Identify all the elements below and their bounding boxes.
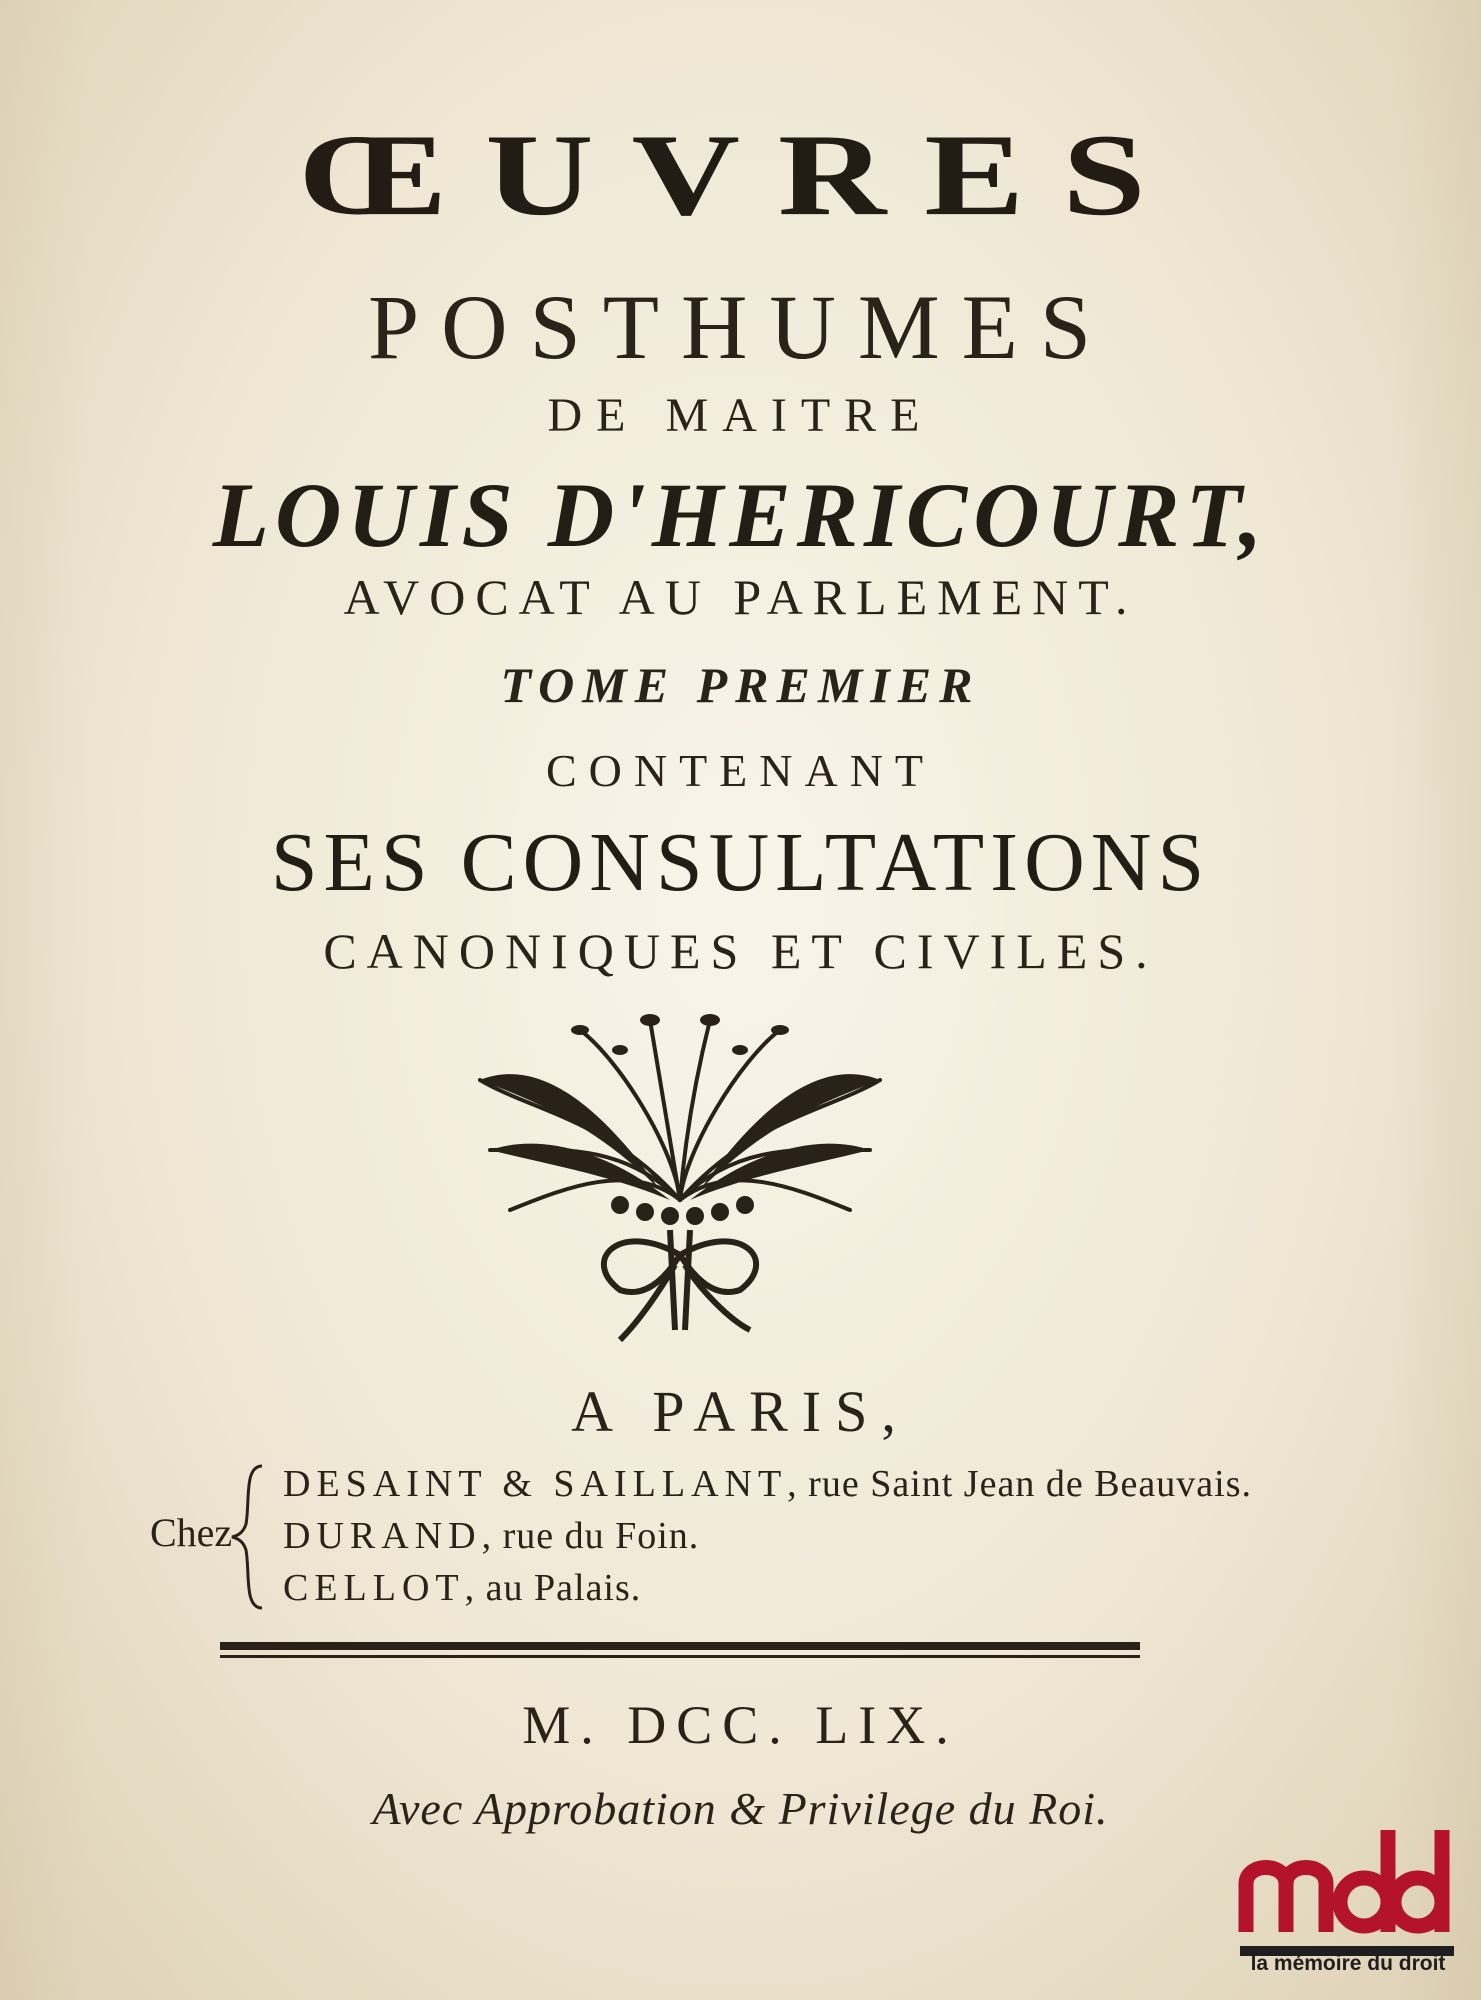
royal-privilege: Avec Approbation & Privilege du Roi. (372, 1783, 1109, 1834)
publisher-line (283, 1566, 641, 1610)
book-title: ŒUVRES (297, 110, 1184, 240)
contents-subtitle: CANONIQUES ET CIVILES. (323, 923, 1158, 979)
publisher-name: DESAINT & SAILLANT (283, 1463, 788, 1505)
publication-year: M. DCC. LIX. (522, 1695, 959, 1755)
volume-label: TOME PREMIER (500, 657, 981, 713)
publication-place: A PARIS, (571, 1379, 910, 1444)
contents-intro: CONTENANT (545, 745, 936, 796)
logo-caption: la mémoire du droit (1250, 1952, 1446, 1975)
publisher-line (283, 1462, 1252, 1506)
publisher-name: CELLOT (283, 1567, 465, 1609)
author-prefix: DE MAITRE (547, 389, 934, 442)
publisher-name: DURAND (283, 1515, 482, 1557)
author-profession: AVOCAT AU PARLEMENT. (343, 569, 1138, 625)
contents-title: SES CONSULTATIONS (270, 816, 1211, 909)
author-name: LOUIS D'HERICOURT, (212, 464, 1269, 566)
publisher-address: , rue du Foin. (481, 1515, 700, 1557)
floral-bouquet-icon (470, 1000, 890, 1350)
publisher-address: , rue Saint Jean de Beauvais. (787, 1463, 1252, 1505)
publisher-line (283, 1514, 699, 1558)
brace-icon (230, 1462, 270, 1612)
book-subtitle: POSTHUMES (367, 276, 1113, 378)
publisher-imprint (150, 1462, 1350, 1612)
publisher-address: , au Palais. (464, 1567, 642, 1609)
imprint-chez: Chez (150, 1510, 233, 1555)
double-rule-divider (220, 1640, 1140, 1662)
